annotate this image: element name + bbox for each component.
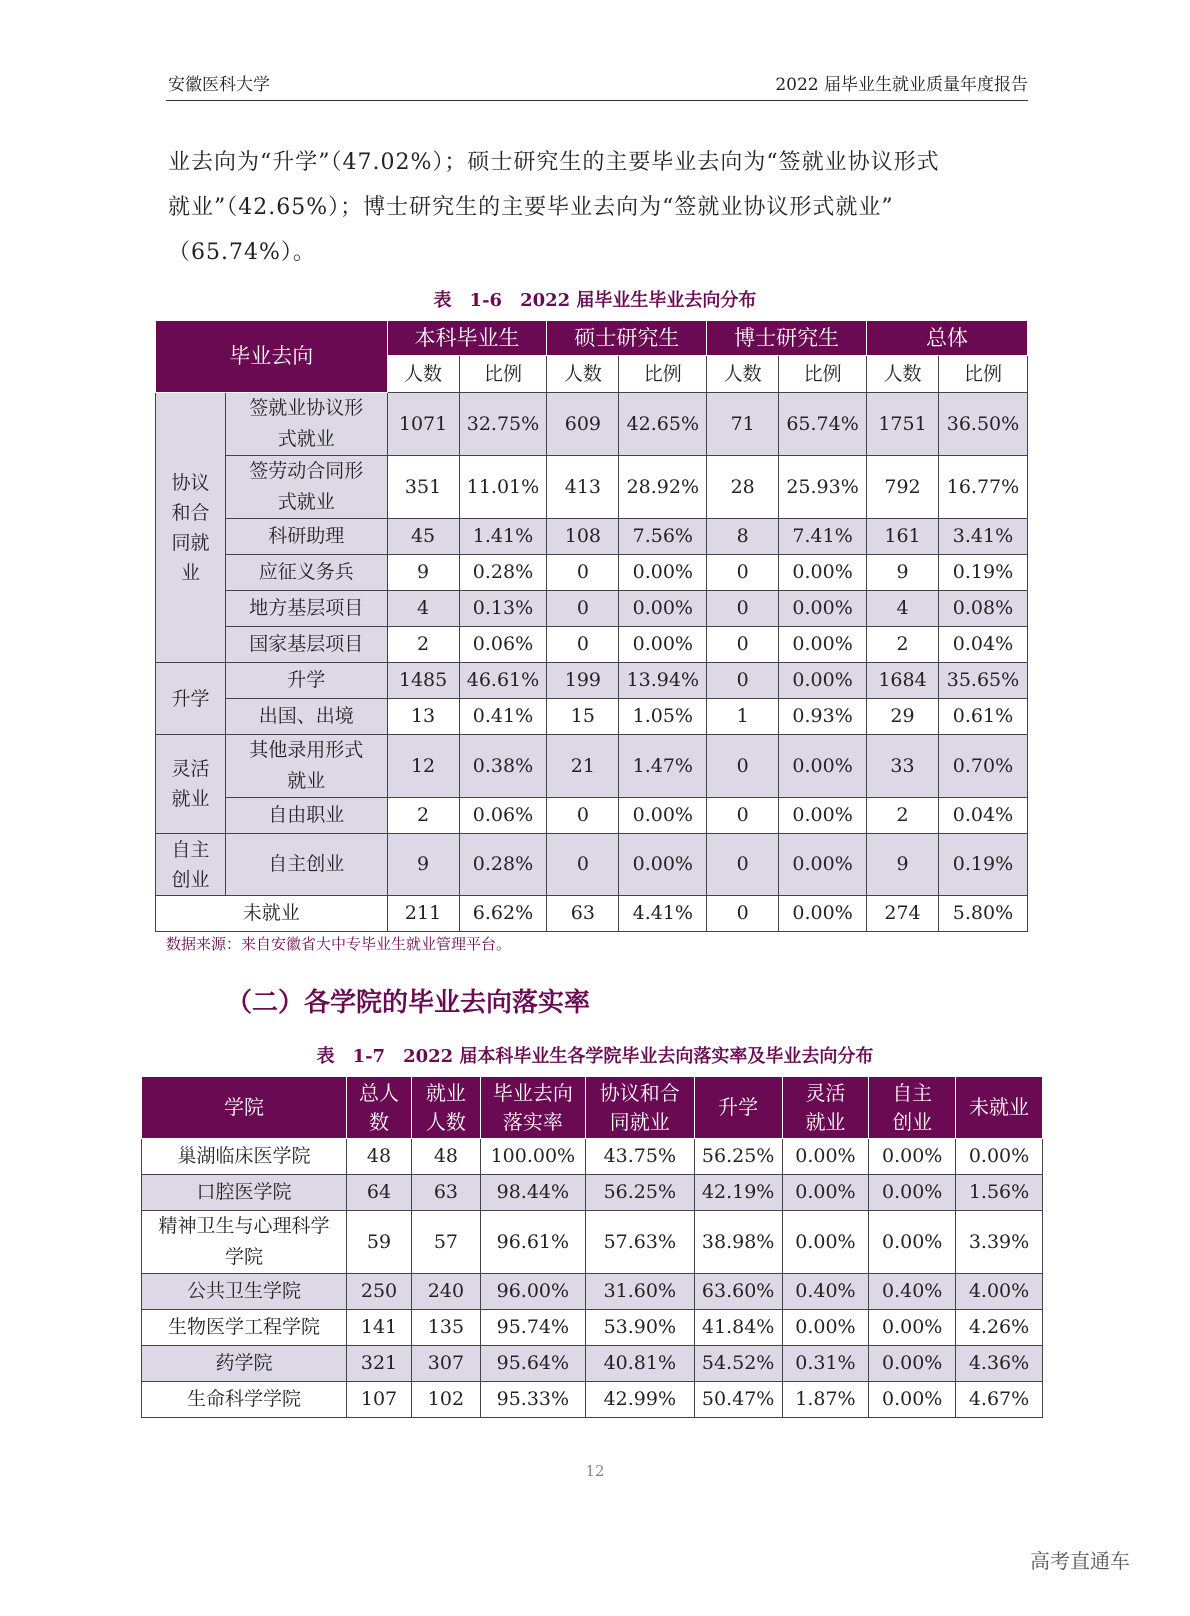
count-cell: 33 — [867, 735, 939, 798]
col-header-label: 协议和合同就业 — [599, 1080, 680, 1134]
count-cell: 0 — [707, 798, 779, 834]
value-cell: 63 — [412, 1175, 481, 1211]
destination-label: 自由职业 — [225, 798, 387, 834]
count-cell: 9 — [387, 555, 459, 591]
ratio-cell: 0.19% — [938, 555, 1027, 591]
count-cell: 13 — [387, 699, 459, 735]
value-cell: 0.00% — [869, 1310, 956, 1346]
ratio-cell: 1.41% — [459, 519, 547, 555]
col-header-destination: 毕业去向 — [156, 321, 388, 393]
col-header — [585, 1077, 694, 1139]
ratio-cell: 0.00% — [779, 555, 867, 591]
table-row — [142, 1139, 1043, 1175]
table-row — [142, 1274, 1043, 1310]
ratio-cell: 0.19% — [938, 834, 1027, 896]
destination-label: 签劳动合同形式就业 — [225, 456, 387, 519]
value-cell: 0.00% — [869, 1175, 956, 1211]
value-cell: 59 — [347, 1211, 412, 1274]
count-cell: 211 — [387, 896, 459, 932]
destination-category — [156, 735, 226, 834]
ratio-cell: 0.70% — [938, 735, 1027, 798]
value-cell: 4.26% — [956, 1310, 1043, 1346]
destination-label: 应征义务兵 — [225, 555, 387, 591]
table-row — [156, 555, 1028, 591]
count-cell: 1751 — [867, 393, 939, 456]
intro-line: 就业”（42.65%）；博士研究生的主要毕业去向为“签就业协议形式就业” — [168, 195, 894, 220]
ratio-cell: 0.28% — [459, 555, 547, 591]
table-row — [156, 663, 1028, 699]
col-header — [347, 1077, 412, 1139]
table1-source-note: 数据来源：来自安徽省大中专毕业生就业管理平台。 — [166, 935, 512, 953]
ratio-cell: 32.75% — [459, 393, 547, 456]
value-cell: 0.00% — [869, 1139, 956, 1175]
table-row — [156, 393, 1028, 456]
section-heading: （二）各学院的毕业去向落实率 — [226, 988, 591, 1018]
count-cell: 63 — [547, 896, 619, 932]
col-header — [480, 1077, 585, 1139]
destination-category-label: 灵活就业 — [171, 758, 210, 810]
count-cell: 161 — [867, 519, 939, 555]
destination-label: 升学 — [225, 663, 387, 699]
col-header — [869, 1077, 956, 1139]
col-header-group: 本科毕业生 — [387, 321, 547, 356]
table-row — [156, 896, 1028, 932]
value-cell: 0.31% — [782, 1346, 869, 1382]
col-header — [782, 1077, 869, 1139]
ratio-cell: 0.08% — [938, 591, 1027, 627]
college-name: 生物医学工程学院 — [142, 1310, 347, 1346]
col-header-label: 学院 — [224, 1095, 264, 1119]
table-row — [156, 798, 1028, 834]
count-cell: 0 — [547, 555, 619, 591]
col-header-label: 未就业 — [969, 1095, 1030, 1119]
destination-label: 自主创业 — [225, 834, 387, 896]
ratio-cell: 65.74% — [779, 393, 867, 456]
table-row — [156, 699, 1028, 735]
destination-label: 出国、出境 — [225, 699, 387, 735]
col-header-ratio: 比例 — [459, 356, 547, 393]
value-cell: 50.47% — [694, 1382, 782, 1418]
destination-category-label: 升学 — [171, 687, 210, 710]
ratio-cell: 16.77% — [938, 456, 1027, 519]
college-name: 口腔医学院 — [142, 1175, 347, 1211]
destination-category — [156, 663, 226, 735]
count-cell: 2 — [867, 627, 939, 663]
col-header-group: 硕士研究生 — [547, 321, 707, 356]
value-cell: 57.63% — [585, 1211, 694, 1274]
value-cell: 41.84% — [694, 1310, 782, 1346]
col-header-label: 就业人数 — [425, 1080, 466, 1134]
value-cell: 4.36% — [956, 1346, 1043, 1382]
count-cell: 4 — [867, 591, 939, 627]
value-cell: 0.00% — [782, 1139, 869, 1175]
col-header-label: 毕业去向落实率 — [492, 1080, 573, 1134]
col-header-count: 人数 — [707, 356, 779, 393]
ratio-cell: 0.00% — [619, 555, 707, 591]
ratio-cell: 0.04% — [938, 627, 1027, 663]
destination-category — [156, 393, 226, 663]
ratio-cell: 0.00% — [779, 591, 867, 627]
value-cell: 63.60% — [694, 1274, 782, 1310]
value-cell: 43.75% — [585, 1139, 694, 1175]
table-row — [156, 591, 1028, 627]
ratio-cell: 1.05% — [619, 699, 707, 735]
ratio-cell: 1.47% — [619, 735, 707, 798]
count-cell: 0 — [547, 834, 619, 896]
col-header-ratio: 比例 — [619, 356, 707, 393]
value-cell: 0.00% — [782, 1211, 869, 1274]
destination-label: 国家基层项目 — [225, 627, 387, 663]
value-cell: 4.67% — [956, 1382, 1043, 1418]
ratio-cell: 0.00% — [779, 834, 867, 896]
ratio-cell: 6.62% — [459, 896, 547, 932]
count-cell: 15 — [547, 699, 619, 735]
ratio-cell: 0.06% — [459, 627, 547, 663]
value-cell: 1.56% — [956, 1175, 1043, 1211]
count-cell: 28 — [707, 456, 779, 519]
graduation-destination-table — [155, 320, 1028, 932]
count-cell: 0 — [707, 591, 779, 627]
value-cell: 95.64% — [480, 1346, 585, 1382]
ratio-cell: 0.13% — [459, 591, 547, 627]
value-cell: 1.87% — [782, 1382, 869, 1418]
ratio-cell: 5.80% — [938, 896, 1027, 932]
ratio-cell: 11.01% — [459, 456, 547, 519]
destination-label: 其他录用形式就业 — [225, 735, 387, 798]
col-header-label: 总人数 — [359, 1080, 399, 1134]
ratio-cell: 0.93% — [779, 699, 867, 735]
ratio-cell: 0.00% — [779, 735, 867, 798]
value-cell: 0.00% — [782, 1175, 869, 1211]
value-cell: 0.00% — [869, 1346, 956, 1382]
col-header-count: 人数 — [387, 356, 459, 393]
table1-caption: 表 1-6 2022 届毕业生毕业去向分布 — [433, 290, 757, 311]
value-cell: 4.00% — [956, 1274, 1043, 1310]
count-cell: 1485 — [387, 663, 459, 699]
col-header — [412, 1077, 481, 1139]
value-cell: 56.25% — [694, 1139, 782, 1175]
count-cell: 0 — [547, 798, 619, 834]
ratio-cell: 7.56% — [619, 519, 707, 555]
value-cell: 96.61% — [480, 1211, 585, 1274]
page-number: 12 — [585, 1462, 605, 1480]
col-header-label: 自主创业 — [892, 1080, 933, 1134]
value-cell: 95.33% — [480, 1382, 585, 1418]
destination-category — [156, 834, 226, 896]
table-row — [142, 1211, 1043, 1274]
value-cell: 102 — [412, 1382, 481, 1418]
count-cell: 9 — [867, 555, 939, 591]
col-header-ratio: 比例 — [938, 356, 1027, 393]
ratio-cell: 13.94% — [619, 663, 707, 699]
count-cell: 1071 — [387, 393, 459, 456]
value-cell: 96.00% — [480, 1274, 585, 1310]
value-cell: 135 — [412, 1310, 481, 1346]
table2-caption: 表 1-7 2022 届本科毕业生各学院毕业去向落实率及毕业去向分布 — [316, 1046, 874, 1067]
count-cell: 2 — [387, 627, 459, 663]
count-cell: 0 — [707, 735, 779, 798]
count-cell: 12 — [387, 735, 459, 798]
value-cell: 42.19% — [694, 1175, 782, 1211]
destination-label: 签就业协议形式就业 — [225, 393, 387, 456]
college-destination-table — [141, 1076, 1043, 1418]
count-cell: 351 — [387, 456, 459, 519]
value-cell: 48 — [412, 1139, 481, 1175]
table-row — [156, 834, 1028, 896]
count-cell: 0 — [547, 627, 619, 663]
intro-paragraph — [168, 140, 1028, 275]
ratio-cell: 4.41% — [619, 896, 707, 932]
count-cell: 0 — [707, 555, 779, 591]
ratio-cell: 0.00% — [619, 834, 707, 896]
count-cell: 1684 — [867, 663, 939, 699]
value-cell: 56.25% — [585, 1175, 694, 1211]
value-cell: 0.00% — [869, 1382, 956, 1418]
ratio-cell: 3.41% — [938, 519, 1027, 555]
col-header-count: 人数 — [867, 356, 939, 393]
value-cell: 321 — [347, 1346, 412, 1382]
ratio-cell: 0.00% — [779, 896, 867, 932]
intro-line: （65.74%）。 — [168, 240, 316, 265]
count-cell: 21 — [547, 735, 619, 798]
count-cell: 0 — [707, 896, 779, 932]
count-cell: 199 — [547, 663, 619, 699]
table-row — [142, 1175, 1043, 1211]
header-rule — [166, 100, 1028, 101]
value-cell: 57 — [412, 1211, 481, 1274]
value-cell: 54.52% — [694, 1346, 782, 1382]
ratio-cell: 0.00% — [779, 663, 867, 699]
value-cell: 0.40% — [869, 1274, 956, 1310]
ratio-cell: 0.04% — [938, 798, 1027, 834]
value-cell: 53.90% — [585, 1310, 694, 1346]
value-cell: 0.40% — [782, 1274, 869, 1310]
value-cell: 100.00% — [480, 1139, 585, 1175]
ratio-cell: 0.28% — [459, 834, 547, 896]
ratio-cell: 0.41% — [459, 699, 547, 735]
value-cell: 107 — [347, 1382, 412, 1418]
count-cell: 413 — [547, 456, 619, 519]
header-university: 安徽医科大学 — [168, 75, 270, 95]
table-row — [142, 1382, 1043, 1418]
ratio-cell: 7.41% — [779, 519, 867, 555]
col-header-label: 升学 — [718, 1095, 759, 1119]
col-header-label: 灵活就业 — [805, 1080, 846, 1134]
count-cell: 274 — [867, 896, 939, 932]
destination-label: 地方基层项目 — [225, 591, 387, 627]
value-cell: 38.98% — [694, 1211, 782, 1274]
ratio-cell: 0.06% — [459, 798, 547, 834]
count-cell: 4 — [387, 591, 459, 627]
value-cell: 0.00% — [869, 1211, 956, 1274]
table-row — [142, 1310, 1043, 1346]
college-name: 巢湖临床医学院 — [142, 1139, 347, 1175]
ratio-cell: 46.61% — [459, 663, 547, 699]
ratio-cell: 28.92% — [619, 456, 707, 519]
count-cell: 29 — [867, 699, 939, 735]
value-cell: 240 — [412, 1274, 481, 1310]
col-header-count: 人数 — [547, 356, 619, 393]
value-cell: 141 — [347, 1310, 412, 1346]
col-header-ratio: 比例 — [779, 356, 867, 393]
value-cell: 64 — [347, 1175, 412, 1211]
value-cell: 0.00% — [782, 1310, 869, 1346]
ratio-cell: 25.93% — [779, 456, 867, 519]
destination-category-label: 自主创业 — [171, 838, 210, 891]
count-cell: 45 — [387, 519, 459, 555]
count-cell: 0 — [707, 834, 779, 896]
count-cell: 9 — [387, 834, 459, 896]
col-header — [142, 1077, 347, 1139]
ratio-cell: 0.38% — [459, 735, 547, 798]
ratio-cell: 42.65% — [619, 393, 707, 456]
value-cell: 48 — [347, 1139, 412, 1175]
ratio-cell: 36.50% — [938, 393, 1027, 456]
watermark-text: 高考直通车 — [1030, 1549, 1130, 1573]
col-header — [956, 1077, 1043, 1139]
count-cell: 1 — [707, 699, 779, 735]
count-cell: 792 — [867, 456, 939, 519]
ratio-cell: 0.00% — [619, 591, 707, 627]
value-cell: 95.74% — [480, 1310, 585, 1346]
ratio-cell: 0.00% — [619, 627, 707, 663]
value-cell: 307 — [412, 1346, 481, 1382]
count-cell: 71 — [707, 393, 779, 456]
col-header — [694, 1077, 782, 1139]
col-header-group: 总体 — [867, 321, 1028, 356]
ratio-cell: 0.00% — [779, 798, 867, 834]
college-name: 公共卫生学院 — [142, 1274, 347, 1310]
ratio-cell: 0.61% — [938, 699, 1027, 735]
count-cell: 0 — [707, 627, 779, 663]
value-cell: 98.44% — [480, 1175, 585, 1211]
college-name: 药学院 — [142, 1346, 347, 1382]
ratio-cell: 0.00% — [619, 798, 707, 834]
college-name: 精神卫生与心理科学学院 — [142, 1211, 347, 1274]
table-row — [156, 627, 1028, 663]
table-row — [156, 519, 1028, 555]
value-cell: 31.60% — [585, 1274, 694, 1310]
intro-line: 业去向为“升学”（47.02%）；硕士研究生的主要毕业去向为“签就业协议形式 — [168, 150, 940, 175]
value-cell: 0.00% — [956, 1139, 1043, 1175]
value-cell: 40.81% — [585, 1346, 694, 1382]
count-cell: 0 — [547, 591, 619, 627]
ratio-cell: 0.00% — [779, 627, 867, 663]
table-row — [156, 735, 1028, 798]
count-cell: 2 — [387, 798, 459, 834]
destination-label: 未就业 — [156, 896, 388, 932]
count-cell: 108 — [547, 519, 619, 555]
count-cell: 0 — [707, 663, 779, 699]
col-header-group: 博士研究生 — [707, 321, 867, 356]
table-row — [142, 1346, 1043, 1382]
value-cell: 3.39% — [956, 1211, 1043, 1274]
value-cell: 250 — [347, 1274, 412, 1310]
header-report-title: 2022 届毕业生就业质量年度报告 — [775, 75, 1028, 95]
count-cell: 609 — [547, 393, 619, 456]
college-name: 生命科学学院 — [142, 1382, 347, 1418]
count-cell: 8 — [707, 519, 779, 555]
count-cell: 9 — [867, 834, 939, 896]
value-cell: 42.99% — [585, 1382, 694, 1418]
destination-label: 科研助理 — [225, 519, 387, 555]
ratio-cell: 35.65% — [938, 663, 1027, 699]
table-row — [156, 456, 1028, 519]
destination-category-label: 协议和合同就业 — [171, 471, 210, 584]
count-cell: 2 — [867, 798, 939, 834]
